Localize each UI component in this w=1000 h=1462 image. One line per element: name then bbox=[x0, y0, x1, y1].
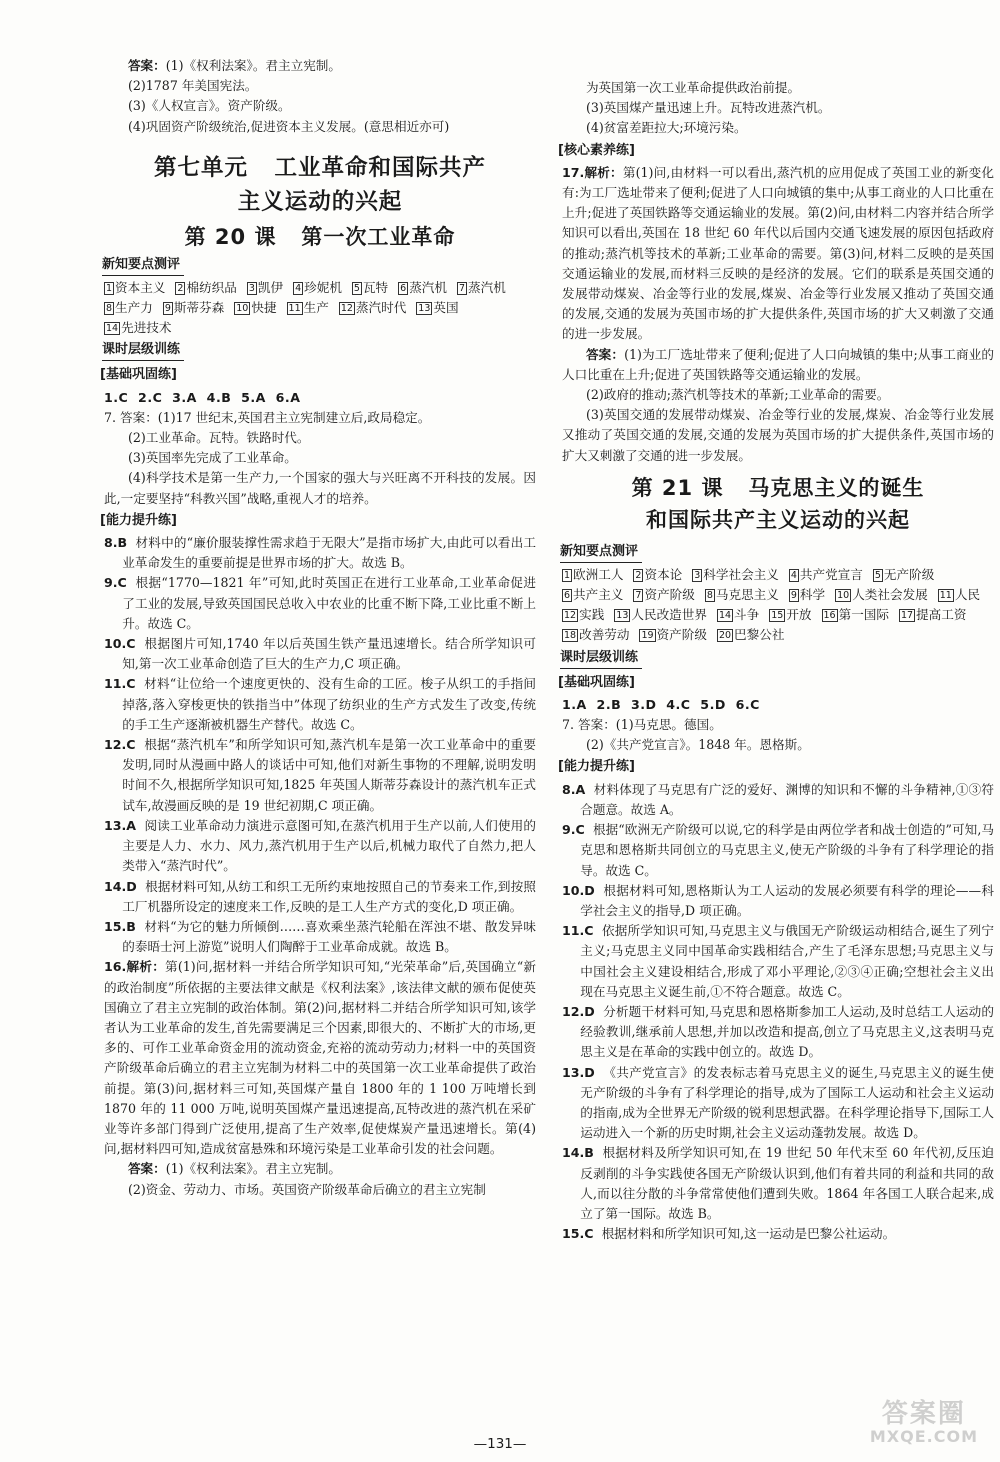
answer-item bbox=[104, 877, 536, 917]
knowledge-point: 5 瓦特 bbox=[353, 279, 389, 295]
answer-item-number: 11.C bbox=[562, 923, 594, 939]
answer-item-text: 根据材料可知,从纺工和织工无所约束地按照自己的节奏来工作,到按照工厂机器所设定的速度来工作,反映的是工人生产方式的变化,D 项正确。 bbox=[122, 878, 536, 914]
q16-answer-continued: (4)贫富差距拉大;环境污染。 bbox=[585, 120, 747, 136]
knowledge-point: 16 第一国际 bbox=[823, 607, 889, 623]
multiple-choice-answers: 1.C 2.C 3.A 4.B 5.A 6.A bbox=[104, 389, 301, 405]
q16-answer: (2)资金、劳动力、市场。英国资产阶级革命后确立的君主立宪制 bbox=[127, 1181, 486, 1197]
knowledge-point: 7 资产阶级 bbox=[635, 587, 695, 603]
knowledge-point: 1 资本主义 bbox=[106, 279, 166, 295]
q16-answer-continued: 为英国第一次工业革命提供政治前提。 bbox=[585, 80, 801, 95]
answer-line: 答案：(1)《权利法案》。君主立宪制。 bbox=[127, 58, 341, 73]
q7-answer: (3)英国率先完成了工业革命。 bbox=[127, 450, 297, 466]
answer-item bbox=[104, 634, 536, 674]
q7-answer: (2)《共产党宣言》。1848 年。恩格斯。 bbox=[585, 737, 810, 753]
answer-item-number: 10.D bbox=[562, 882, 595, 898]
knowledge-point: 12 实践 bbox=[564, 607, 605, 623]
knowledge-point: 6 蒸汽机 bbox=[400, 279, 447, 295]
section-basic: [ 基础巩固练 ] bbox=[558, 673, 994, 693]
knowledge-point: 11 生产 bbox=[288, 300, 329, 316]
answer-item-text: 根据图片可知,1740 年以后英国生铁产量迅速增长。结合所学知识可知,第一次工业革命创造了巨大的生产力,C 项正确。 bbox=[122, 636, 536, 672]
knowledge-point: 14 斗争 bbox=[718, 607, 760, 623]
answer-line: (2)1787 年美国宪法。 bbox=[127, 78, 258, 94]
answer-item bbox=[562, 820, 994, 881]
knowledge-point: 4 共产党宣言 bbox=[790, 566, 863, 582]
knowledge-point: 18 改善劳动 bbox=[564, 627, 630, 643]
answer-item-number: 13.A bbox=[104, 817, 137, 833]
answer-item-number: 12.C bbox=[104, 737, 136, 753]
knowledge-point: 13 英国 bbox=[418, 300, 459, 316]
knowledge-point: 4 珍妮机 bbox=[295, 279, 342, 295]
knowledge-point: 3 科学社会主义 bbox=[694, 566, 779, 582]
answer-item bbox=[562, 881, 994, 921]
answer-item-text: 根据材料可知,恩格斯认为工人运动的发展必须要有科学的理论——科学社会主义的指导,D 项正确。 bbox=[580, 882, 994, 918]
answer-line: (3)《人权宣言》。资产阶级。 bbox=[127, 98, 291, 114]
knowledge-point: 11 人民 bbox=[939, 587, 981, 603]
q7-answer: 7. 答案：(1)马克思。德国。 bbox=[562, 717, 722, 733]
answer-item-text: 材料体现了马克思有广泛的爱好、渊博的知识和不懈的斗争精神,①③符合题意。故选 A。 bbox=[580, 781, 994, 817]
answer-item bbox=[104, 573, 536, 634]
answer-item-text: 根据“蒸汽机车”和所学知识可知,蒸汽机车是第一次工业革命中的重要发明,同时从漫画中路人的谈话中可知,他们对新生事物的不理解,说明发明时间不久,根据所学知识可知,1825 年英国人斯蒂芬森设计的蒸汽机车正式试车,故漫画反映的是 19 世纪初期,C 项正确。 bbox=[122, 737, 536, 813]
knowledge-point: 2 资本论 bbox=[635, 566, 683, 582]
training-heading: 课时层级训练 bbox=[560, 648, 642, 669]
watermark-logo: 答案圈 MXQE.COM bbox=[869, 1398, 978, 1447]
section-ability: [ 能力提升练 ] bbox=[558, 757, 994, 777]
q7-answer: (4)科学技术是第一生产力,一个国家的强大与兴旺离不开科技的发展。因此,一定要坚持“科教兴国”战略,重视人才的培养。 bbox=[104, 470, 536, 506]
right-answer-items bbox=[562, 780, 994, 1245]
knowledge-point: 7 蒸汽机 bbox=[458, 279, 506, 295]
answer-item bbox=[104, 816, 536, 877]
knowledge-point: 9 科学 bbox=[790, 587, 826, 603]
q17-analysis: 17.解析：第(1)问,由材料一可以看出,蒸汽机的应用促成了英国工业的新变化有:为工厂选址带来了便利;促进了人口向城镇的集中;从事工商业的人口比重在上升;促进了英国铁路等交通运输业的发展。第(2)问,由材料二内容并结合所学知识可以看出,英国在 18 世纪 60 年代以后国内交通飞速发展的原因包括政府的推动;蒸汽机等技术的革新;工业革命的需要。第(3)问,材料二反映的是英国交通运输业的发展,而材料三反映的是经济的发展。它们的联系是英国交通的发展带动煤炭、冶金等行业的发展,煤炭、冶金等行业发展又推动了英国交通的发展,交通的发展为英国市场的扩大提供条件,英国市场的扩大又刺激了交通的进一步发展。 bbox=[562, 164, 994, 342]
answer-item-text: 根据“欧洲无产阶级可以说,它的科学是由两位学者和战士创造的”可知,马克思和恩格斯共同创立的马克思主义,使无产阶级的斗争有了科学理论的指导。故选 C。 bbox=[580, 822, 994, 878]
knowledge-point: 13 人民改造世界 bbox=[616, 607, 707, 623]
knowledge-point: 12 蒸汽时代 bbox=[340, 300, 407, 316]
answer-line: (4)巩固资产阶级统治,促进资本主义发展。(意思相近亦可) bbox=[127, 118, 450, 134]
section-core: [ 核心素养练 ] bbox=[558, 141, 994, 161]
training-heading: 课时层级训练 bbox=[102, 340, 184, 361]
knowledge-points-list bbox=[104, 278, 536, 339]
section-ability: [ 能力提升练 ] bbox=[100, 511, 536, 531]
answer-item-number: 8.A bbox=[562, 781, 586, 797]
knowledge-points-heading: 新知要点测评 bbox=[560, 542, 642, 563]
answer-item bbox=[562, 1224, 994, 1244]
answer-item bbox=[104, 674, 536, 735]
knowledge-point: 10 快捷 bbox=[236, 300, 277, 316]
lesson-title: 第 20 课 第一次工业革命 bbox=[184, 224, 456, 249]
q16-analysis: 16.解析：第(1)问,据材料一并结合所学知识可知,“光荣革命”后,英国确立“新的政治制度”所依据的主要法律文献是《权利法案》,该法律文献的颁布促使英国确立了君主立宪制的政治体制。第(2)问,据材料二并结合所学知识可知,该学者认为工业革命的发生,首先需要满足三个因素,即很大的、不断扩大的市场,更多的、可作工业革命资金用的流动资金,充裕的流动劳动力;材料一中的英国资产阶级革命后确立的君主立宪制为材料二中的英国第一次工业革命提供了政治前提。第(3)问,据材料三可知,英国煤产量自 1800 年的 1 100 万吨增长到 1870 年的 11 000 万吨,说明英国煤产量迅速提高,瓦特改进的蒸汽机在采矿业等许多部门得到广泛使用,提高了生产效率,促使煤炭产量迅速增长。第(4)问,据材料四可知,造成贫富悬殊和环境污染是工业革命引发的社会问题。 bbox=[104, 959, 537, 1157]
answer-item-number: 14.B bbox=[562, 1145, 594, 1161]
left-column bbox=[104, 56, 536, 1200]
answer-item-text: 材料“为它的魅力所倾倒……喜欢乘坐蒸汽轮船在浑浊不堪、散发异味的泰晤士河上游览”说明人们陶醉于工业革命成就。故选 B。 bbox=[122, 918, 536, 955]
answer-item bbox=[562, 921, 994, 1002]
knowledge-point: 14 先进技术 bbox=[106, 320, 172, 336]
answer-item-text: 依据所学知识可知,马克思主义与俄国无产阶级运动相结合,诞生了列宁主义;马克思主义同中国革命实践相结合,产生了毛泽东思想;马克思主义与中国社会主义建设相结合,形成了邓小平理论,②③④正确;空想社会主义出现在马克思主义诞生前,①不符合题意。故选 C。 bbox=[580, 923, 994, 999]
answer-item bbox=[104, 917, 536, 957]
answer-item-text: 根据材料及所学知识可知,在 19 世纪 50 年代末至 60 年代初,反压迫反剥削的斗争实践使各国无产阶级认识到,他们有着共同的利益和共同的敌人,而以往分散的斗争常常使他们遭到失败。1864 年各国工人联合起来,成立了第一国际。故选 B。 bbox=[580, 1145, 994, 1221]
knowledge-point: 9 斯蒂芬森 bbox=[164, 300, 225, 316]
knowledge-points-list bbox=[562, 565, 994, 646]
multiple-choice-answers: 1.A 2.B 3.D 4.C 5.D 6.C bbox=[562, 696, 760, 712]
answer-item-number: 14.D bbox=[104, 878, 137, 894]
answer-item-number: 15.C bbox=[562, 1226, 594, 1242]
answer-item-number: 11.C bbox=[104, 676, 136, 692]
answer-item-text: 材料中的“廉价服装撑性需求趋于无限大”是指市场扩大,由此可以看出工业革命发生的重要前提是世界市场的扩大。故选 B。 bbox=[122, 535, 536, 571]
knowledge-point: 2 棉纺织品 bbox=[177, 279, 237, 295]
knowledge-point: 3 凯伊 bbox=[248, 279, 284, 295]
answer-item-text: 阅读工业革命动力演进示意图可知,在蒸汽机用于生产以前,人们使用的主要是人力、水力、风力,蒸汽机用于生产以后,机械力取代了自然力,把人类带入“蒸汽时代”。 bbox=[122, 817, 536, 874]
answer-item-text: 材料“让位给一个速度更快的、没有生命的工匠。梭子从织工的手指间掉落,落入穿梭更快的铁指当中”体现了纺织业的生产方式发生了改变,传统的手工生产逐渐被机器生产替代。故选 C。 bbox=[122, 676, 536, 732]
answer-item bbox=[562, 780, 994, 820]
knowledge-point: 20 巴黎公社 bbox=[718, 627, 785, 643]
answer-item-number: 12.D bbox=[562, 1003, 595, 1019]
q7-answer: (2)工业革命。瓦特。铁路时代。 bbox=[127, 430, 310, 446]
answer-item-number: 8.B bbox=[104, 535, 128, 551]
answer-item-number: 9.C bbox=[104, 575, 127, 591]
answer-item bbox=[562, 1063, 994, 1144]
answer-item-text: 《共产党宣言》的发表标志着马克思主义的诞生,马克思主义的诞生使无产阶级的斗争有了科学理论的指导,成为了国际工人运动和社会主义运动的指南,成为全世界无产阶级的锐利思想武器。在科学理论指导下,国际工人运动进入一个新的历史时期,社会主义运动蓬勃发展。故选 D。 bbox=[580, 1064, 994, 1141]
knowledge-point: 10 人类社会发展 bbox=[837, 587, 928, 603]
answer-item-text: 分析题干材料可知,马克思和恩格斯参加工人运动,及时总结工人运动的经验教训,继承前人思想,并加以改造和提高,创立了马克思主义,这表明马克思主义是在革命的实践中创立的。故选 D。 bbox=[580, 1003, 994, 1060]
answer-item bbox=[104, 735, 536, 816]
page-number: —131— bbox=[473, 1436, 527, 1452]
answer-item-number: 15.B bbox=[104, 918, 136, 934]
answer-item-number: 13.D bbox=[562, 1064, 595, 1080]
knowledge-point: 8 生产力 bbox=[106, 300, 153, 316]
answer-item-number: 9.C bbox=[562, 822, 585, 838]
q16-answer: 答案：(1)《权利法案》。君主立宪制。 bbox=[127, 1161, 341, 1177]
knowledge-point: 6 共产主义 bbox=[564, 587, 624, 603]
left-answer-items bbox=[104, 533, 536, 957]
answer-item-text: 根据“1770—1821 年”可知,此时英国正在进行工业革命,工业革命促进了工业的发展,导致英国国民总收入中农业的比重不断下降,工业比重不断上升。故选 C。 bbox=[122, 575, 536, 631]
knowledge-point: 17 提高工资 bbox=[900, 607, 967, 623]
knowledge-point: 8 马克思主义 bbox=[706, 587, 779, 603]
section-basic: [ 基础巩固练 ] bbox=[100, 365, 536, 385]
q17-answer: (3)英国交通的发展带动煤炭、冶金等行业的发展,煤炭、冶金等行业发展又推动了英国交通的发展,交通的发展为英国市场的扩大提供条件,英国市场的扩大又刺激了交通的进一步发展。 bbox=[562, 407, 994, 463]
unit-title: 第七单元 工业革命和国际共产 主义运动的兴起 bbox=[153, 154, 486, 215]
knowledge-point: 5 无产阶级 bbox=[874, 566, 935, 582]
knowledge-points-heading: 新知要点测评 bbox=[102, 255, 184, 276]
knowledge-point: 19 资产阶级 bbox=[641, 627, 707, 643]
top-answers bbox=[104, 56, 536, 137]
knowledge-point: 15 开放 bbox=[771, 607, 812, 623]
right-column bbox=[562, 78, 994, 1244]
answer-item bbox=[562, 1002, 994, 1063]
q17-answer: 答案：(1)为工厂选址带来了便利;促进了人口向城镇的集中;从事工商业的人口比重在上升;促进了英国铁路等交通运输业的发展。 bbox=[562, 346, 995, 382]
answer-item-number: 10.C bbox=[104, 636, 136, 652]
q7-answer: 7. 答案：(1)17 世纪末,英国君主立宪制建立后,政局稳定。 bbox=[104, 409, 431, 425]
knowledge-point: 1 欧洲工人 bbox=[564, 566, 624, 582]
lesson-title-21: 第 21 课 马克思主义的诞生 和国际共产主义运动的兴起 bbox=[631, 475, 925, 532]
q17-answer: (2)政府的推动;蒸汽机等技术的革新;工业革命的需要。 bbox=[585, 387, 890, 403]
answer-item bbox=[104, 533, 536, 573]
answer-item-text: 根据材料和所学知识可知,这一运动是巴黎公社运动。 bbox=[601, 1226, 896, 1242]
q16-answer-continued: (3)英国煤产量迅速上升。瓦特改进蒸汽机。 bbox=[585, 100, 831, 116]
answer-item bbox=[562, 1143, 994, 1224]
